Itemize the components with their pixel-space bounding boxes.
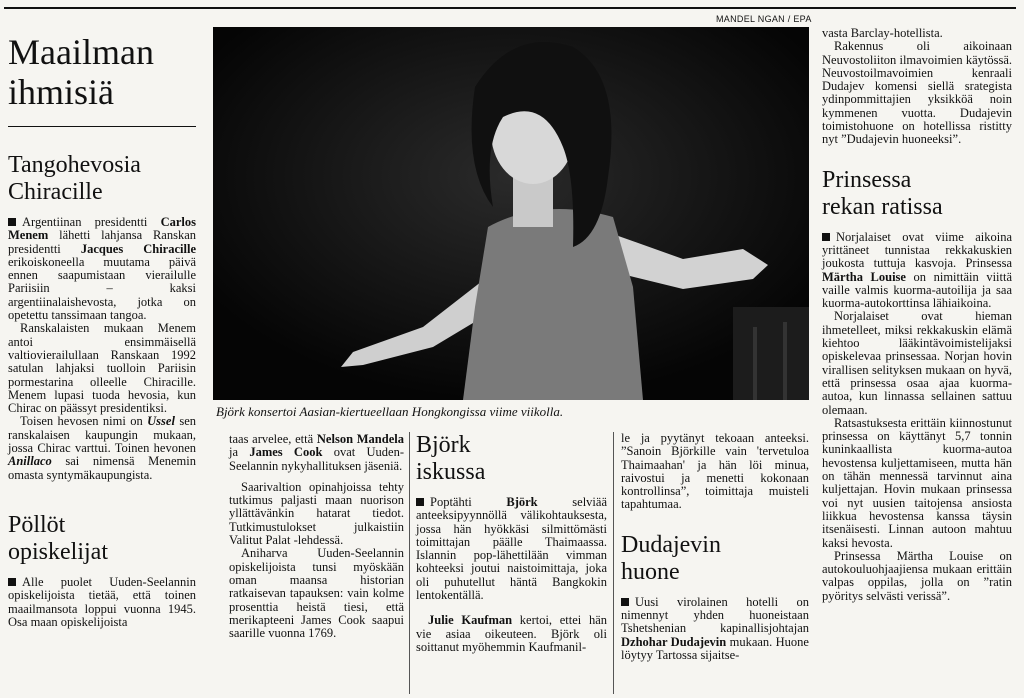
text: mukaan. Huone löytyy Tartossa sijaitse- — [621, 634, 809, 662]
text: taas arvelee, että — [229, 432, 317, 446]
headline-line: Chiracille — [8, 179, 103, 205]
headline-line: opiskelijat — [8, 538, 108, 565]
name-bold-italic: Anillaco — [8, 454, 52, 469]
headline-line: Tangohevosia — [8, 152, 141, 178]
text: Argentiinan presidentti — [22, 215, 161, 229]
name-bold: Märtha Louise — [822, 269, 906, 284]
article-paragraph: Norjalaiset ovat hieman ihmetelleet, miksi rekkakuskin elämä kiehtoo lääkintävoimistelijaksi opiskelevaa prinsessaa. Norjan hovin virallisen selityksen mukaan on hyvä, että prinsessa osaa ajaa kuorma-autoa, kun linnassa sellainen sattuu olemaan. — [822, 309, 1012, 417]
headline-line: Björk — [416, 432, 471, 458]
text: Toisen hevosen nimi on — [20, 414, 148, 429]
headline-line: Prinsessa — [822, 166, 912, 193]
name-bold-italic: Ussel — [147, 414, 175, 429]
text: lähetti lahjansa Ranskan presidentti — [8, 228, 196, 256]
headline-line: Pöllöt — [8, 511, 66, 538]
article-paragraph — [621, 596, 809, 662]
text: erikoiskoneella muutama päivä ennen saapumistaan vierailulle Pariisiin – kaksi argentiinalaishevosta, jotka on opetettu tanssimaan tangoa. — [8, 254, 196, 323]
article-paragraph — [416, 614, 607, 654]
text: on nimittäin viittä vaille valmis kuorma-autoilija ja saa kuorma-autokorttinsa lähiaikoina. — [822, 269, 1013, 311]
name-bold: Carlos Menem — [8, 215, 196, 243]
headline-prinsessa — [822, 167, 1012, 221]
section-title-line2: ihmisiä — [8, 72, 114, 112]
text: sai nimensä Menemin omasta syntymäkaupungista. — [8, 454, 196, 482]
name-bold: Jacques Chiracille — [80, 241, 196, 256]
article-paragraph: Ranskalaisten mukaan Menem antoi ensimmäisellä valtiovierailullaan Ranskaan 1992 satulan lahjaksi tuolloin Pariisin pormestarina olleelle Chiracille. Menem lupasi tuoda hevosia, kun Chirac on päässyt presidentiksi. — [8, 321, 196, 416]
text: Alle puolet Uuden-Seelannin opiskelijoista tietää, että toinen maailmansota loppui vuonna 1945. Osa maan opiskelijoista — [8, 574, 196, 629]
article-paragraph: Saarivaltion opinahjoissa tehty tutkimus paljasti maan nuorison yllättävänkin hatarat tiedot. Tutkimustulokset julkaistiin Valitut Palat -lehdessä. — [229, 479, 404, 548]
article-paragraph — [8, 216, 196, 322]
name-bold: Julie Kaufman — [428, 613, 513, 628]
article-paragraph — [822, 231, 1012, 311]
bullet-square-icon — [621, 598, 629, 606]
bullet-square-icon — [416, 498, 424, 506]
article-paragraph: Rakennus oli aikoinaan Neuvostoliiton ilmavoimien käytössä. Neuvostoilmavoimien kenraali Dudajev komensi siellä srategista ydinpommittajien yksikköä noin kymmenen vuotta. Dudajevin toimistohuone on hotellissa ristitty nyt ”Dudajevin huoneeksi”. — [822, 39, 1012, 147]
headline-bjork — [416, 432, 607, 486]
bjork-photo — [213, 27, 809, 400]
section-title — [8, 32, 154, 112]
photo-caption: Björk konsertoi Aasian-kiertueellaan Hongkongissa viime viikolla. — [216, 404, 564, 419]
article-paragraph — [8, 576, 196, 629]
text: Norjalaiset ovat viime aikoina yrittäneet tunnistaa rekkakuskien joukosta tuttuja kasvoja. Prinsessa — [822, 229, 1012, 271]
name-bold: James Cook — [249, 445, 323, 460]
photo-credit: MANDEL NGAN / EPA — [716, 14, 812, 24]
bullet-square-icon — [8, 218, 16, 226]
headline-pollot — [8, 512, 196, 566]
text: ja — [229, 445, 250, 460]
article-paragraph: Aniharva Uuden-Seelannin opiskelijoista tunsi myöskään oman maansa historian ratkaisevan tapauksen: vain kolme prosenttia heistä tiesi, että merikapteeni James Cook saapui saarille vuonna 1769. — [229, 546, 404, 641]
text: Uusi virolainen hotelli on nimennyt yhden huoneistaan Tshetshenian kapinallisjohtajan — [621, 594, 809, 636]
article-paragraph — [229, 433, 404, 473]
article-paragraph — [416, 496, 607, 602]
article-paragraph: le ja pyytänyt tekoaan anteeksi. ”Sanoin Björkille vain 'tervetuloa Thaimaahan' ja hän löi minua, raivostui ja menetti kokonaan kontrollinsa”, toimittaja muisteli tapahtumaa. — [621, 431, 809, 512]
column-4 — [621, 432, 809, 662]
headline-line: rekan ratissa — [822, 193, 943, 220]
column-1 — [8, 152, 196, 629]
text: sen ranskalaisen kaupungin mukaan, jossa Chirac varttui. Toinen hevonen — [8, 414, 196, 456]
name-bold: Dzhohar Dudajevin — [621, 634, 727, 649]
headline-tango — [8, 152, 196, 206]
article-paragraph: Ratsastuksesta erittäin kiinnostunut prinsessa on käyttänyt 5,7 tonnin kuninkaallista kuorma-autoa hevostensa kuljettamiseen, mutta hän on tähän mennessä tarvinnut aina kuljettajan. Hovin mukaan prinsessa voi nyt uusien taitojensa ansiosta liikkua hevostensa kanssa täysin itsenäisesti. Linnan autoon mahtuu kaksi hevosta. — [822, 415, 1012, 550]
column-divider — [409, 432, 410, 694]
name-bold: Björk — [506, 495, 538, 509]
headline-line: Dudajevin — [621, 531, 721, 558]
bullet-square-icon — [822, 233, 830, 241]
article-paragraph — [8, 415, 196, 481]
section-title-line1: Maailman — [8, 32, 154, 72]
text: ovat Uuden-Seelannin nykyhallituksen jäseniä. — [229, 445, 404, 473]
column-divider — [613, 432, 614, 694]
headline-line: huone — [621, 558, 680, 585]
text: selviää anteeksipyynnöllä välikohtauksesta, jossa hän hyökkäsi silmittömästi toimittajan päälle Thaimaassa. Islannin pop-lähettilään vimman kohteeksi joutui naistoimittaja, joka oli puhutellut häntä Bangkokin lentokentällä. — [416, 495, 607, 603]
bullet-square-icon — [8, 578, 16, 586]
article-paragraph: Prinsessa Märtha Louise on autokouluohjaajiensa mukaan erittäin valpas oppilas, jolla on ”ratin pyöritys selvästi verissä”. — [822, 548, 1012, 603]
article-paragraph: vasta Barclay-hotellista. — [822, 26, 943, 40]
top-rule — [4, 7, 1016, 9]
text: Poptähti — [430, 495, 507, 509]
section-rule — [8, 126, 196, 127]
column-3 — [416, 432, 607, 654]
headline-line: iskussa — [416, 459, 486, 485]
column-2 — [229, 433, 404, 640]
photo-illustration — [213, 27, 809, 400]
name-bold: Nelson Mandela — [316, 432, 404, 446]
column-5 — [822, 27, 1012, 603]
text: kertoi, ettei hän vie asiaa oikeuteen. Björk oli soittanut myöhemmin Kaufmanil- — [416, 613, 607, 654]
headline-dudajev — [621, 532, 809, 586]
